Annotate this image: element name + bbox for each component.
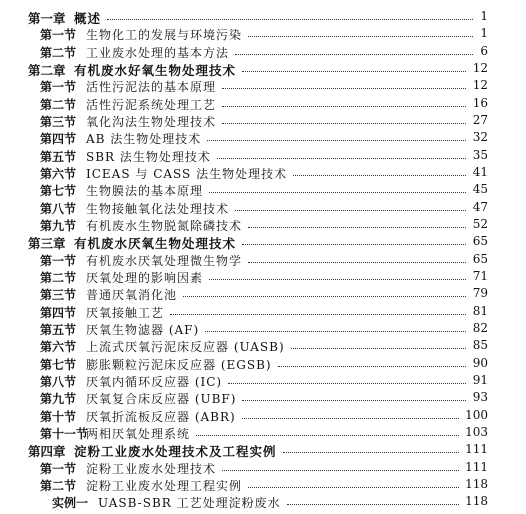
dot-leader (248, 253, 466, 263)
toc-page-number: 103 (465, 424, 488, 439)
toc-page-number: 81 (472, 303, 488, 318)
toc-page-number: 118 (465, 494, 488, 509)
toc-entry-title: 活性污泥法的基本原理 (86, 80, 217, 95)
toc-entry-number: 第六节 (40, 340, 77, 355)
dot-leader (242, 235, 466, 245)
dot-leader (293, 166, 466, 176)
dot-leader (209, 183, 466, 193)
toc-entry-number: 第九节 (40, 392, 77, 407)
toc-example-entry (0, 492, 526, 514)
toc-entry-title: 普通厌氧消化池 (86, 288, 178, 303)
toc-entry-title: 生物膜法的基本原理 (86, 184, 204, 199)
toc-entry-title: 淀粉工业废水处理技术及工程实例 (74, 444, 277, 460)
dot-leader (248, 478, 459, 488)
toc-entry-number: 第七节 (40, 357, 77, 372)
toc-entry-title: 氧化沟法生物处理技术 (86, 114, 217, 129)
dot-leader (291, 339, 466, 349)
dot-leader (207, 131, 466, 141)
dot-leader (278, 357, 466, 367)
toc-entry-number: 第十节 (40, 409, 77, 424)
toc-page-number: 27 (472, 112, 488, 127)
toc-page-number: 12 (472, 78, 488, 93)
dot-leader (205, 322, 466, 332)
toc-entry-number: 第一节 (40, 253, 77, 268)
toc-entry-number: 第一章 (28, 11, 66, 26)
dot-leader (242, 391, 466, 401)
toc-page-number: 32 (472, 130, 488, 145)
toc-entry-title: 厌氧内循环反应器 (IC) (86, 374, 223, 389)
toc-entry-number: 第二节 (40, 478, 77, 493)
toc-entry-number: 第五节 (40, 149, 77, 164)
toc-entry-number: 第六节 (40, 166, 77, 181)
toc-page-number: 91 (472, 372, 488, 387)
toc-entry-title: 厌氧折流板反应器 (ABR) (86, 409, 236, 424)
toc-entry-title: 厌氧接触工艺 (86, 305, 165, 320)
toc-page-number: 35 (472, 147, 488, 162)
toc-page-number: 71 (472, 268, 488, 283)
toc-entry-title: 有机废水好氧生物处理技术 (74, 62, 237, 78)
toc-page-number: 52 (472, 216, 488, 231)
toc-page-number: 12 (472, 60, 488, 75)
dot-leader (222, 461, 459, 471)
toc-entry-number: 第五节 (40, 322, 77, 337)
toc-entry-title: 生物化工的发展与环境污染 (86, 28, 243, 43)
toc-entry-number: 第三节 (40, 288, 77, 303)
dot-leader (222, 97, 466, 107)
toc-entry-title: 两相厌氧处理系统 (86, 426, 191, 441)
toc-page-number: 100 (465, 407, 488, 422)
toc-page-number: 16 (472, 95, 488, 110)
toc-entry-number: 第八节 (40, 374, 77, 389)
dot-leader (217, 149, 466, 159)
toc-entry-number: 第四节 (40, 305, 77, 320)
dot-leader (228, 374, 466, 384)
toc-entry-number: 第四章 (28, 444, 66, 460)
toc-page-number: 111 (465, 459, 488, 474)
toc-entry-title: 有机废水厌氧生物处理技术 (74, 236, 237, 252)
toc-page-number: 41 (472, 164, 488, 179)
toc-entry-number: 第八节 (40, 201, 77, 216)
toc-entry-title: AB 法生物处理技术 (86, 132, 202, 147)
toc-page-number: 85 (472, 338, 488, 353)
toc-entry-number: 第四节 (40, 132, 77, 147)
dot-leader (235, 45, 473, 55)
toc-page-number: 111 (465, 442, 488, 457)
toc-entry-number: 实例一 (52, 496, 89, 511)
toc-entry-title: SBR 法生物处理技术 (86, 149, 211, 164)
toc-entry-number: 第十一节 (40, 426, 89, 441)
toc-page-number: 65 (472, 234, 488, 249)
dot-leader (287, 495, 459, 505)
toc-entry-title: 有机废水厌氧处理微生物学 (86, 253, 243, 268)
toc-entry-title: 厌氧生物滤器 (AF) (86, 322, 200, 337)
toc-page-number: 118 (465, 476, 488, 491)
toc-entry-title: 有机废水生物脱氮除磷技术 (86, 218, 243, 233)
toc-entry-title: ICEAS 与 CASS 法生物处理技术 (86, 166, 288, 181)
toc-entry-number: 第三章 (28, 236, 66, 252)
dot-leader (222, 79, 466, 89)
toc-page-number: 90 (472, 355, 488, 370)
dot-leader (235, 201, 466, 211)
toc-entry-title: 活性污泥系统处理工艺 (86, 97, 217, 112)
toc-entry-number: 第九节 (40, 218, 77, 233)
dot-leader (248, 27, 473, 37)
dot-leader (170, 305, 466, 315)
toc-entry-number: 第二节 (40, 97, 77, 112)
toc-entry-number: 第七节 (40, 184, 77, 199)
dot-leader (196, 426, 459, 436)
toc-page-number: 65 (472, 251, 488, 266)
toc-page-number: 1 (480, 9, 488, 23)
toc-entry-title: 概述 (74, 11, 102, 26)
dot-leader (107, 10, 473, 20)
toc-entry-number: 第二节 (40, 270, 77, 285)
dot-leader (248, 218, 466, 228)
toc-entry-number: 第一节 (40, 28, 77, 43)
toc-entry-number: 第一节 (40, 80, 77, 95)
toc-entry-title: 淀粉工业废水处理技术 (86, 461, 217, 476)
toc-page-number: 82 (472, 320, 488, 335)
toc-page-number: 79 (472, 286, 488, 301)
dot-leader (242, 62, 466, 72)
dot-leader (242, 409, 459, 419)
toc-entry-title: 工业废水处理的基本方法 (86, 45, 230, 60)
toc-page-number: 1 (480, 26, 488, 41)
dot-leader (209, 270, 466, 280)
toc-entry-title: 淀粉工业废水处理工程实例 (86, 478, 243, 493)
toc-entry-title: 膨胀颗粒污泥床反应器 (EGSB) (86, 357, 272, 372)
dot-leader (222, 114, 466, 124)
toc-page-number: 47 (472, 199, 488, 214)
dot-leader (283, 443, 459, 453)
toc-page-number: 93 (472, 390, 488, 405)
toc-entry-number: 第二节 (40, 45, 77, 60)
toc-entry-title: 厌氧复合床反应器 (UBF) (86, 392, 237, 407)
toc-entry-title: 生物接触氧化法处理技术 (86, 201, 230, 216)
toc-entry-title: 上流式厌氧污泥床反应器 (UASB) (86, 340, 285, 355)
dot-leader (183, 287, 466, 297)
toc-page-number: 6 (480, 43, 488, 58)
toc-entry-number: 第一节 (40, 461, 77, 476)
toc-entry-number: 第二章 (28, 62, 66, 78)
toc-entry-number: 第三节 (40, 114, 77, 129)
toc-page-number: 45 (472, 182, 488, 197)
toc-entry-title: UASB-SBR 工艺处理淀粉废水 (98, 496, 281, 511)
toc-entry-title: 厌氧处理的影响因素 (86, 270, 204, 285)
